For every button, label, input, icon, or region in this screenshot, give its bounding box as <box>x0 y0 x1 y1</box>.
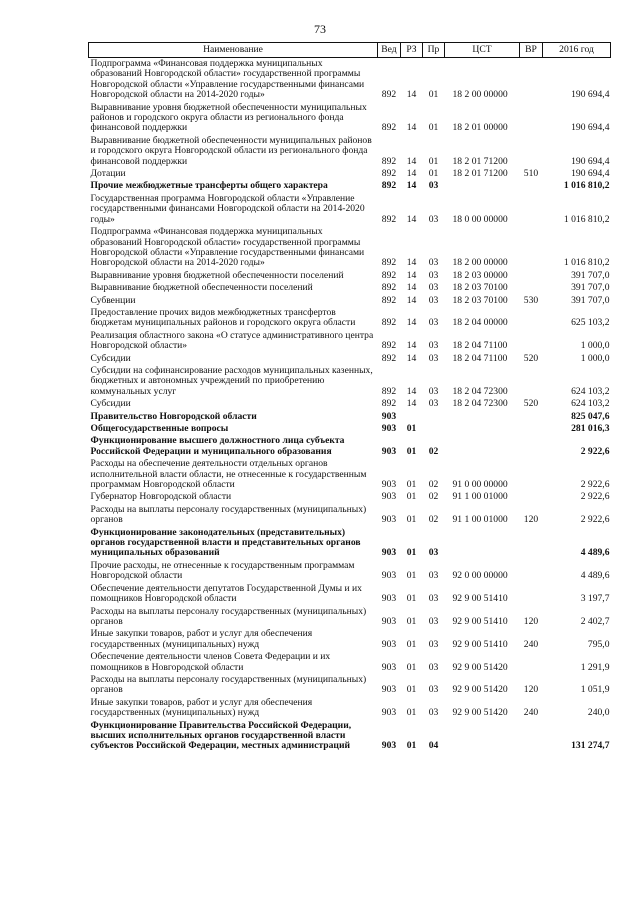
cell-rz: 01 <box>406 707 417 719</box>
cell-ved: 892 <box>381 89 397 101</box>
table-header-row <box>89 43 611 58</box>
table-row <box>89 697 611 720</box>
cell-rz: 14 <box>406 269 417 281</box>
cell-rz: 14 <box>406 180 417 192</box>
cell-rz: 14 <box>406 398 417 410</box>
cell-value: 1 016 810,2 <box>563 213 610 225</box>
cell-rz: 01 <box>406 593 417 605</box>
cell-pr: 01 <box>428 168 439 180</box>
cell-rz <box>401 411 423 423</box>
cell-value: 2 922,6 <box>580 445 610 457</box>
table-row <box>89 168 611 180</box>
cell-pr: 03 <box>428 213 439 225</box>
cell-vr <box>520 560 543 583</box>
cell-value: 1 000,0 <box>580 340 610 352</box>
cell-pr: 03 <box>428 707 439 719</box>
cell-pr: 03 <box>428 615 439 627</box>
cell-ved: 892 <box>381 282 397 294</box>
cell-cst: 18 2 03 70100 <box>452 294 508 306</box>
cell-value: 624 103,2 <box>571 398 610 410</box>
cell-value: 190 694,4 <box>571 122 610 134</box>
cell-vr <box>520 411 543 423</box>
cell-value: 2 922,6 <box>580 479 610 491</box>
cell-name: Реализация областного закона «О статусе административного центра Новгородской области» <box>90 329 374 352</box>
cell-vr <box>520 282 543 294</box>
cell-cst: 92 9 00 51420 <box>452 661 508 673</box>
cell-rz: 01 <box>406 684 417 696</box>
cell-pr <box>423 411 445 423</box>
cell-cst: 18 2 01 71200 <box>452 168 508 180</box>
cell-cst: 18 2 04 00000 <box>452 317 508 329</box>
table-row <box>89 270 611 282</box>
cell-value: 2 402,7 <box>580 615 610 627</box>
cell-cst: 18 2 04 71100 <box>452 352 508 364</box>
cell-ved: 892 <box>381 122 397 134</box>
cell-vr: 240 <box>523 638 539 650</box>
header-pr: Пр <box>423 43 445 58</box>
cell-vr <box>520 226 543 270</box>
cell-name: Подпрограмма «Финансовая поддержка муниципальных образований Новгородской области» государственной программы Новгородской области «Управление государственными финансами Новгородской области на 2014-2020 годы» <box>90 226 365 269</box>
cell-vr <box>520 583 543 606</box>
table-row <box>89 102 611 135</box>
cell-rz: 14 <box>406 257 417 269</box>
cell-ved: 903 <box>381 570 397 582</box>
cell-ved: 892 <box>381 269 397 281</box>
cell-ved: 903 <box>381 661 397 673</box>
cell-cst: 91 0 00 00000 <box>452 479 508 491</box>
cell-cst: 18 2 00 00000 <box>452 257 508 269</box>
cell-cst <box>445 435 520 458</box>
header-year: 2016 год <box>543 43 611 58</box>
cell-pr: 02 <box>428 479 439 491</box>
cell-ved: 892 <box>381 155 397 167</box>
cell-value: 391 707,0 <box>571 282 610 294</box>
cell-ved: 892 <box>381 257 397 269</box>
cell-vr: 520 <box>523 398 539 410</box>
cell-name: Функционирование законодательных (представительных) органов государственной власти и представительных органов муниципальных образований <box>90 526 361 559</box>
cell-vr <box>520 307 543 330</box>
cell-name: Иные закупки товаров, работ и услуг для обеспечения государственных (муниципальных) нужд <box>90 696 313 719</box>
cell-value: 190 694,4 <box>571 168 610 180</box>
table-row <box>89 435 611 458</box>
cell-vr <box>520 491 543 503</box>
cell-name: Расходы на выплаты персоналу государственных (муниципальных) органов <box>90 673 367 696</box>
cell-value: 625 103,2 <box>571 317 610 329</box>
cell-pr: 03 <box>428 269 439 281</box>
cell-name: Выравнивание уровня бюджетной обеспеченности муниципальных районов и городского округа области из регионального фонда финансовой поддержки <box>90 101 367 134</box>
cell-cst <box>445 180 520 192</box>
cell-ved: 903 <box>381 547 397 559</box>
cell-vr <box>520 330 543 353</box>
cell-ved: 903 <box>381 423 397 434</box>
table-row <box>89 330 611 353</box>
cell-ved: 903 <box>381 479 397 491</box>
cell-pr: 03 <box>428 570 439 582</box>
cell-value: 825 047,6 <box>571 410 610 422</box>
cell-vr <box>520 180 543 192</box>
cell-vr <box>520 720 543 753</box>
cell-rz: 01 <box>406 615 417 627</box>
table-row <box>89 527 611 560</box>
cell-cst <box>445 527 520 560</box>
cell-ved: 903 <box>381 514 397 526</box>
cell-value: 3 197,7 <box>580 593 610 605</box>
cell-ved: 903 <box>381 638 397 650</box>
budget-table <box>88 42 611 753</box>
cell-value: 1 051,9 <box>580 684 610 696</box>
cell-ved: 903 <box>381 740 397 752</box>
cell-rz: 14 <box>406 213 417 225</box>
cell-rz: 01 <box>406 491 417 503</box>
cell-value: 4 489,6 <box>580 547 610 559</box>
cell-name: Правительство Новгородской области <box>90 410 257 422</box>
cell-name: Субвенции <box>90 294 136 306</box>
cell-vr <box>520 527 543 560</box>
cell-value: 4 489,6 <box>580 570 610 582</box>
cell-ved: 903 <box>381 445 397 457</box>
cell-cst: 18 2 04 72300 <box>452 385 508 397</box>
cell-cst: 18 2 04 72300 <box>452 398 508 410</box>
table-row <box>89 180 611 192</box>
cell-vr <box>520 423 543 435</box>
cell-rz: 01 <box>406 445 417 457</box>
cell-ved: 903 <box>381 410 397 422</box>
table-row <box>89 491 611 503</box>
cell-pr: 03 <box>428 352 439 364</box>
cell-pr: 03 <box>428 398 439 410</box>
cell-rz: 14 <box>406 122 417 134</box>
cell-ved: 903 <box>381 615 397 627</box>
header-rz: РЗ <box>401 43 423 58</box>
cell-pr: 03 <box>428 385 439 397</box>
table-row <box>89 606 611 629</box>
header-cst: ЦСТ <box>445 43 520 58</box>
table-row <box>89 307 611 330</box>
cell-ved: 892 <box>381 385 397 397</box>
cell-value: 190 694,4 <box>571 89 610 101</box>
table-row <box>89 135 611 168</box>
cell-value: 240,0 <box>587 707 610 719</box>
cell-vr: 520 <box>523 352 539 364</box>
cell-cst <box>445 411 520 423</box>
cell-ved: 903 <box>381 593 397 605</box>
cell-pr: 03 <box>428 282 439 294</box>
cell-pr <box>423 423 445 435</box>
cell-name: Функционирование Правительства Российской Федерации, высших исполнительных органов государственной власти субъектов Российской Федерации, местных администраций <box>90 719 352 752</box>
cell-pr: 02 <box>428 491 439 503</box>
table-row <box>89 504 611 527</box>
cell-pr: 03 <box>428 638 439 650</box>
cell-name: Функционирование высшего должностного лица субъекта Российской Федерации и муниципального образования <box>90 435 345 457</box>
cell-value: 795,0 <box>587 638 610 650</box>
cell-value: 281 016,3 <box>571 423 610 434</box>
cell-pr: 03 <box>428 317 439 329</box>
cell-rz: 14 <box>406 294 417 306</box>
cell-cst: 92 9 00 51410 <box>452 615 508 627</box>
table-row <box>89 353 611 365</box>
cell-cst: 92 9 00 51410 <box>452 593 508 605</box>
table-row <box>89 193 611 226</box>
cell-vr: 240 <box>523 707 539 719</box>
page-number: 73 <box>314 22 326 36</box>
table-row <box>89 226 611 270</box>
table-row <box>89 720 611 753</box>
cell-vr <box>520 135 543 168</box>
cell-name: Выравнивание бюджетной обеспеченности поселений <box>90 282 313 294</box>
cell-cst: 92 9 00 51410 <box>452 638 508 650</box>
cell-pr: 03 <box>428 593 439 605</box>
cell-rz: 14 <box>406 385 417 397</box>
cell-name: Субсидии на софинансирование расходов муниципальных казенных, бюджетных и автономных учреждений по приобретению коммунальных услуг <box>90 364 373 397</box>
cell-value: 391 707,0 <box>571 269 610 281</box>
cell-value: 2 922,6 <box>580 514 610 526</box>
cell-cst: 18 2 01 71200 <box>452 155 508 167</box>
cell-name: Обеспечение деятельности депутатов Государственной Думы и их помощников Новгородской области <box>90 582 362 605</box>
table-row <box>89 365 611 398</box>
cell-cst: 18 2 03 70100 <box>452 282 508 294</box>
cell-vr <box>520 102 543 135</box>
cell-name: Обеспечение деятельности членов Совета Федерации и их помощников в Новгородской области <box>90 651 331 673</box>
cell-vr <box>520 58 543 102</box>
cell-name: Подпрограмма «Финансовая поддержка муниципальных образований Новгородской области» государственной программы Новгородской области «Управление государственными финансами Новгородской области на 2014-2020 годы» <box>90 58 365 101</box>
cell-value: 2 922,6 <box>580 491 610 503</box>
cell-ved: 892 <box>381 294 397 306</box>
cell-cst: 18 2 04 71100 <box>452 340 508 352</box>
cell-ved: 892 <box>381 168 397 180</box>
cell-vr <box>520 651 543 674</box>
cell-name: Субсидии <box>90 398 131 410</box>
cell-rz: 01 <box>406 547 417 559</box>
cell-vr <box>520 365 543 398</box>
cell-cst: 92 9 00 51420 <box>452 707 508 719</box>
cell-value: 1 016 810,2 <box>563 257 610 269</box>
cell-rz: 14 <box>406 282 417 294</box>
cell-cst <box>445 720 520 753</box>
cell-name: Расходы на выплаты персоналу государственных (муниципальных) органов <box>90 605 367 627</box>
cell-pr: 03 <box>428 684 439 696</box>
cell-rz: 01 <box>406 514 417 526</box>
cell-cst: 18 2 01 00000 <box>452 122 508 134</box>
cell-value: 624 103,2 <box>571 385 610 397</box>
cell-name: Субсидии <box>90 352 131 364</box>
table-row <box>89 411 611 423</box>
cell-ved: 892 <box>381 398 397 410</box>
cell-name: Выравнивание бюджетной обеспеченности муниципальных районов и городского округа Новгородской области из регионального фонда финансовой поддержки <box>90 134 372 167</box>
cell-rz: 14 <box>406 340 417 352</box>
cell-vr <box>520 458 543 491</box>
cell-name: Предоставление прочих видов межбюджетных трансфертов бюджетам муниципальных районов и городского округа области <box>90 306 356 329</box>
cell-vr <box>520 435 543 458</box>
cell-value: 1 291,9 <box>580 661 610 673</box>
cell-rz: 01 <box>406 479 417 491</box>
cell-name: Дотации <box>90 168 126 180</box>
cell-vr <box>520 193 543 226</box>
cell-rz: 14 <box>406 89 417 101</box>
cell-ved: 903 <box>381 491 397 503</box>
cell-value: 1 000,0 <box>580 352 610 364</box>
cell-vr: 120 <box>523 514 539 526</box>
cell-pr: 03 <box>428 547 439 559</box>
cell-pr: 02 <box>428 445 439 457</box>
table-row <box>89 295 611 307</box>
cell-name: Общегосударственные вопросы <box>90 423 229 434</box>
cell-pr: 01 <box>428 122 439 134</box>
cell-ved: 892 <box>381 317 397 329</box>
cell-cst: 91 1 00 01000 <box>452 514 508 526</box>
cell-cst: 92 0 00 00000 <box>452 570 508 582</box>
cell-ved: 892 <box>381 340 397 352</box>
cell-name: Иные закупки товаров, работ и услуг для обеспечения государственных (муниципальных) нужд <box>90 628 313 650</box>
cell-vr: 120 <box>523 684 539 696</box>
cell-ved: 903 <box>381 684 397 696</box>
cell-rz: 14 <box>406 352 417 364</box>
cell-value: 1 016 810,2 <box>563 180 610 192</box>
table-row <box>89 583 611 606</box>
cell-cst: 18 0 00 00000 <box>452 213 508 225</box>
header-vr: ВР <box>520 43 543 58</box>
cell-pr: 03 <box>428 661 439 673</box>
cell-pr: 02 <box>428 514 439 526</box>
cell-name: Расходы на выплаты персоналу государственных (муниципальных) органов <box>90 503 367 526</box>
cell-pr: 03 <box>428 340 439 352</box>
table-row <box>89 58 611 102</box>
cell-value: 190 694,4 <box>571 155 610 167</box>
table-row <box>89 674 611 697</box>
cell-rz: 01 <box>406 423 417 434</box>
cell-ved: 892 <box>381 352 397 364</box>
cell-rz: 01 <box>406 638 417 650</box>
cell-name: Прочие расходы, не отнесенные к государственным программам Новгородской области <box>90 559 355 582</box>
cell-rz: 14 <box>406 155 417 167</box>
cell-rz: 01 <box>406 570 417 582</box>
cell-rz: 01 <box>406 661 417 673</box>
cell-name: Расходы на обеспечение деятельности отдельных органов исполнительной власти области, не отнесенные к государственным программам Новгородской области <box>90 458 367 491</box>
cell-ved: 892 <box>381 213 397 225</box>
table-row <box>89 560 611 583</box>
cell-ved: 903 <box>381 707 397 719</box>
cell-name: Выравнивание уровня бюджетной обеспеченности поселений <box>90 269 344 281</box>
cell-rz: 14 <box>406 317 417 329</box>
cell-pr: 04 <box>428 740 439 752</box>
header-name: Наименование <box>89 43 378 58</box>
header-ved: Вед <box>378 43 401 58</box>
cell-cst: 18 2 00 00000 <box>452 89 508 101</box>
cell-pr: 03 <box>428 257 439 269</box>
table-row <box>89 423 611 435</box>
table-row <box>89 628 611 651</box>
cell-value: 391 707,0 <box>571 294 610 306</box>
cell-rz: 14 <box>406 168 417 180</box>
cell-pr: 03 <box>428 180 439 192</box>
cell-vr <box>520 270 543 282</box>
cell-pr: 03 <box>428 294 439 306</box>
cell-cst: 91 1 00 01000 <box>452 491 508 503</box>
cell-cst: 92 9 00 51420 <box>452 684 508 696</box>
cell-vr: 530 <box>523 294 539 306</box>
cell-name: Губернатор Новгородской области <box>90 491 232 503</box>
cell-value: 131 274,7 <box>571 740 610 752</box>
cell-name: Государственная программа Новгородской области «Управление государственными финансами Новгородской области на 2014-2020 годы» <box>90 192 365 225</box>
cell-cst <box>445 423 520 435</box>
cell-name: Прочие межбюджетные трансферты общего характера <box>90 180 328 192</box>
cell-vr: 120 <box>523 615 539 627</box>
table-row <box>89 398 611 410</box>
table-body <box>89 58 611 753</box>
table-row <box>89 458 611 491</box>
cell-rz: 01 <box>406 740 417 752</box>
cell-cst: 18 2 03 00000 <box>452 269 508 281</box>
cell-vr: 510 <box>523 168 539 180</box>
cell-pr: 01 <box>428 89 439 101</box>
table-row <box>89 651 611 674</box>
cell-pr: 01 <box>428 155 439 167</box>
table-row <box>89 282 611 294</box>
cell-ved: 892 <box>381 180 397 192</box>
